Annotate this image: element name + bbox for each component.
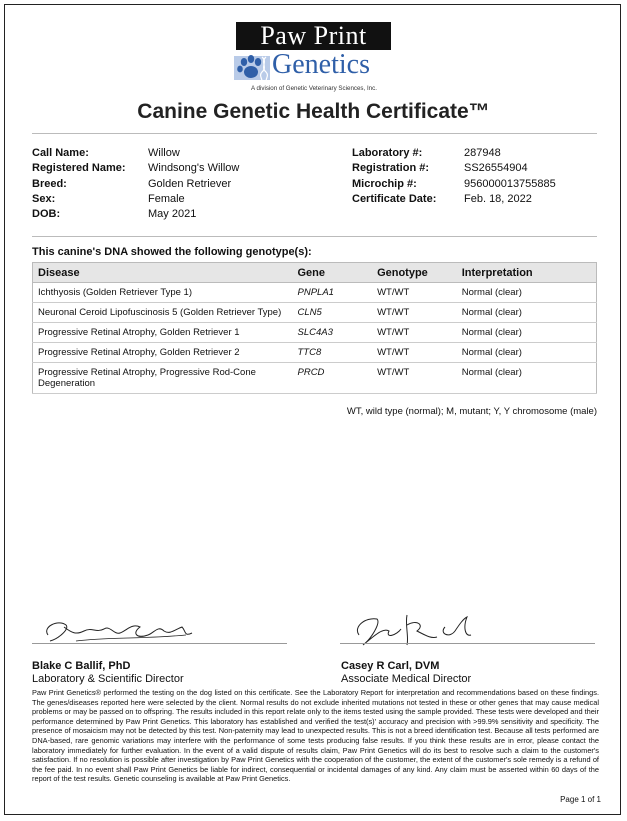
info-label: Microchip #: [352,177,417,190]
table-row [33,343,597,363]
logo-line2: Genetics [272,49,370,80]
table-row [33,323,597,343]
info-value: SS26554904 [464,162,528,175]
dog-info [32,146,239,222]
title-divider [32,133,597,134]
table-row [33,303,597,323]
info-value: Willow [148,147,180,159]
signer-name: Casey R Carl, DVM [341,660,440,672]
dna-paw-icon [234,52,272,82]
info-label: Registration #: [352,162,430,175]
logo-line1: Paw Print [236,22,391,50]
genotype-legend: WT, wild type (normal); M, mutant; Y, Y chromosome (male) [346,406,597,417]
gene-cell: PRCD [293,363,373,394]
info-value: Feb. 18, 2022 [464,192,532,205]
genotype-heading: This canine's DNA showed the following genotype(s): [32,246,312,258]
info-label: Breed: [32,177,67,190]
interpretation-cell: Normal (clear) [457,283,597,303]
signer-role: Laboratory & Scientific Director [32,673,184,685]
disease-cell: Ichthyosis (Golden Retriever Type 1) [33,283,293,303]
gene-cell: CLN5 [293,303,373,323]
genotype-cell: WT/WT [372,343,457,363]
dog-info-row [32,177,239,192]
info-label: Call Name: [32,147,89,159]
page-number: Page 1 of 1 [560,795,601,804]
interpretation-cell: Normal (clear) [457,303,597,323]
column-header-disease: Disease [33,263,293,283]
gene-cell: SLC4A3 [293,323,373,343]
interpretation-cell: Normal (clear) [457,363,597,394]
info-value: May 2021 [148,208,197,221]
dog-info-row [32,161,239,176]
signer-left [32,660,184,686]
genotype-cell: WT/WT [372,323,457,343]
lab-info-row [352,146,556,161]
interpretation-cell: Normal (clear) [457,323,597,343]
genotype-table [32,262,597,394]
signer-role: Associate Medical Director [341,673,472,685]
interpretation-cell: Normal (clear) [457,343,597,363]
disease-cell: Progressive Retinal Atrophy, Golden Retriever 1 [33,323,293,343]
column-header-gene: Gene [293,263,373,283]
disease-cell: Progressive Retinal Atrophy, Progressive Rod-Cone Degeneration [33,363,293,394]
table-header-row [33,263,597,283]
info-value: 287948 [464,147,501,159]
info-label: Registered Name: [32,162,126,175]
column-header-interpretation: Interpretation [457,263,597,283]
info-divider [32,236,597,237]
gene-cell: TTC8 [293,343,373,363]
info-value: Female [148,192,185,205]
lab-info [352,146,556,207]
genotype-cell: WT/WT [372,283,457,303]
table-row [33,363,597,394]
signer-right [341,660,471,686]
disclaimer-text: Paw Print Genetics® performed the testing on the dog listed on this certificate. See the Laboratory Report for interpretation and recommendations based on these findings. The genes/diseases reported here were selected by the client. Normal results do not exclude inherited mutations not tested in these or other genes that may cause medical problems or may be passed on to offspring. The results included in this report relate only to the items tested using the sample provided. These tests were developed and their performance determined by Paw Print Genetics. This laboratory has established and verified the test(s)' accuracy and precision with >99.9% sensitivity and specificity. The presence of mosaicism may not be detected by this test. Non-paternity may lead to unexpected results. This is not a breed identification test. Because all tests performed are DNA-based, rare genomic variations may interfere with the performance of some tests producing false results. If you think these results are in error, please contact the laboratory immediately for further evaluation. In the event of a valid dispute of results claim, Paw Print Genetics will do its best to resolve such a claim to the customer's satisfaction. If no resolution is possible after investigation by Paw Print Genetics with the cooperation of the customer, the extent of the customer's sole remedy is a refund of the fee paid. In no event shall Paw Print Genetics be liable for indirect, consequential or incidental damages of any kind. Any claim must be asserted within 60 days of the report of the test results. Genetic counseling is available at Paw Print Genetics. [32,688,599,784]
certificate-title: Canine Genetic Health Certificate™ [137,100,490,123]
info-value: Golden Retriever [148,177,232,190]
info-value: Windsong's Willow [148,162,240,175]
genotype-cell: WT/WT [372,303,457,323]
disease-cell: Neuronal Ceroid Lipofuscinosis 5 (Golden Retriever Type) [33,303,293,323]
signer-name: Blake C Ballif, PhD [32,660,131,672]
lab-info-row [352,177,556,192]
info-label: Sex: [32,192,56,205]
dog-info-row [32,207,239,222]
info-value: 956000013755885 [464,177,556,190]
table-row [33,283,597,303]
logo-tagline: A division of Genetic Veterinary Sciences, Inc. [251,85,377,92]
signature-line-right [340,643,595,644]
dog-info-row [32,192,239,207]
lab-info-row [352,192,556,207]
disease-cell: Progressive Retinal Atrophy, Golden Retriever 2 [33,343,293,363]
genotype-cell: WT/WT [372,363,457,394]
dog-info-row [32,146,239,161]
paw-print-genetics-logo [234,22,394,94]
signature-line-left [32,643,287,644]
info-label: DOB: [32,208,61,221]
lab-info-row [352,161,556,176]
column-header-genotype: Genotype [372,263,457,283]
gene-cell: PNPLA1 [293,283,373,303]
info-label: Laboratory #: [352,147,423,159]
info-label: Certificate Date: [352,192,437,205]
